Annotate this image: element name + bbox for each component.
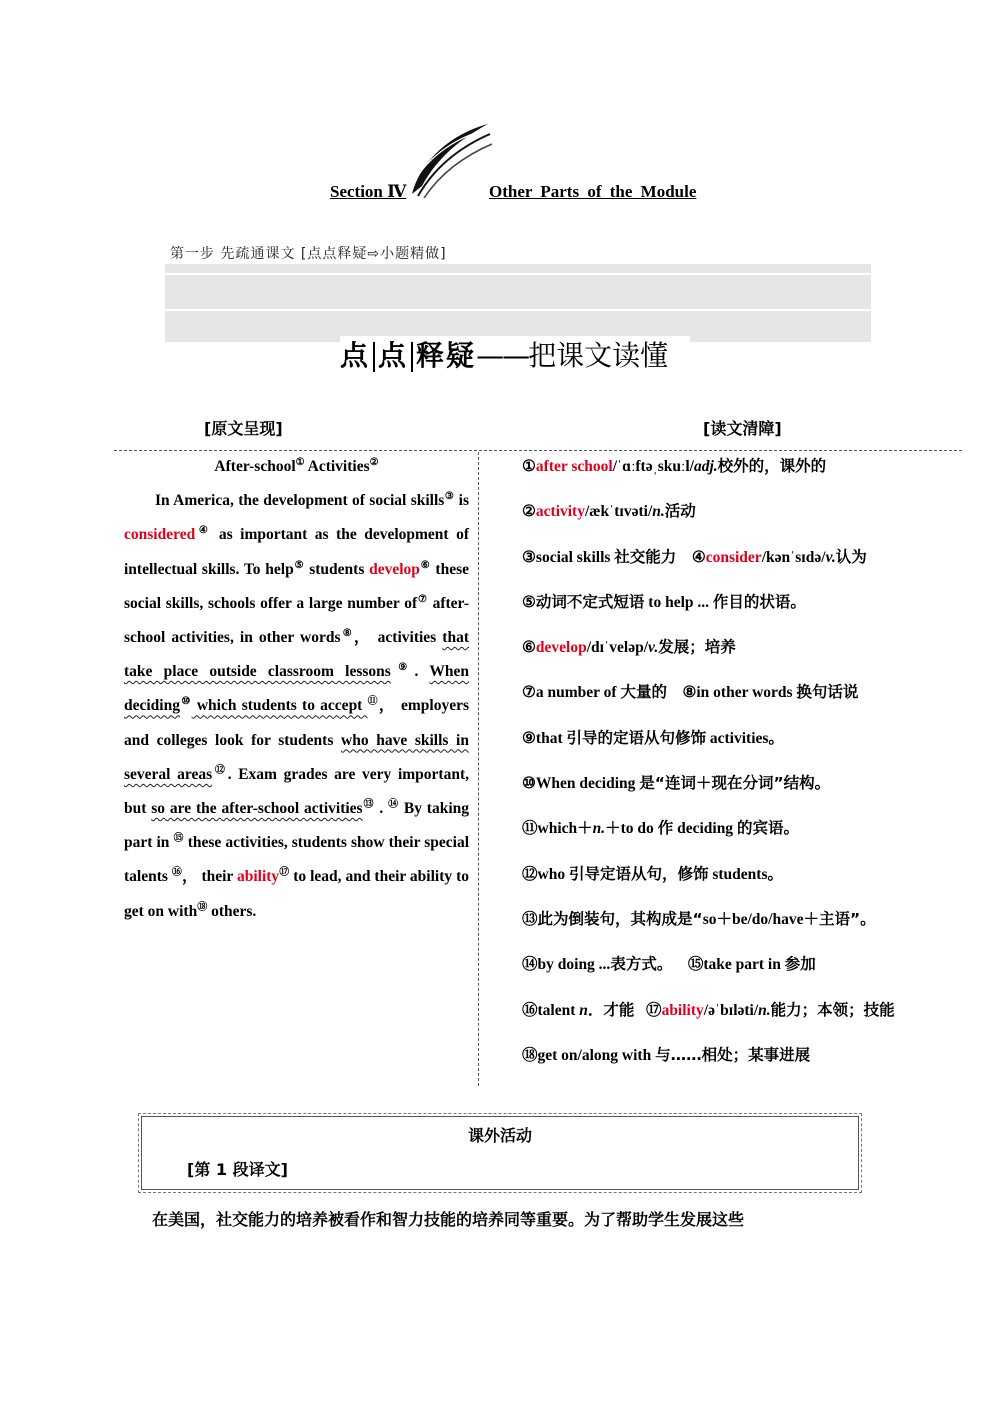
section-label: Section Ⅳ (330, 182, 407, 201)
right-column-heading: [读文清障] (703, 419, 782, 438)
translation-label: [第 1 段译文] (187, 1160, 288, 1179)
note-16-17: ⑯talent n．才能 ⑰ability/əˈbɪləti/n.能力；本领；技能 (522, 1000, 895, 1019)
note-1: ①after school/ˈɑːftəˌskuːl/adj.校外的，课外的 (522, 457, 827, 475)
banner-title (340, 336, 690, 376)
note-11: ⑪which＋n.＋to do 作 deciding 的宾语。 (522, 819, 799, 838)
banner-subtitle: 把课文读懂 (528, 339, 669, 372)
banner-char-2: 点 (378, 339, 409, 372)
translation-title: 课外活动 (467, 1126, 532, 1145)
column-divider-vertical (478, 452, 479, 1086)
page-title: Other Parts of the Module (489, 182, 697, 201)
note-9: ⑨that 引导的定语从句修饰 activities。 (522, 728, 784, 747)
passage-paragraph: In America, the development of social skills③ is considered④ as important as the development of intellectual skills. To help⑤ students develop⑥ these social skills, schools offer a large number of⑦ after-school activities, in other words⑧， activities that take place outside classroom lessons⑨. When deciding⑩ which students to accept ⑪， employers and colleges look for students who have skills in several areas⑫. Exam grades are very important, but so are the after-school activities⑬ . ⑭ By taking part in ⑮ these activities, students show their special talents ⑯， their ability⑰ to lead, and their ability to get on with⑱ others. (124, 491, 470, 920)
banner-char-4: 疑 (446, 339, 477, 372)
note-18: ⑱get on/along with 与……相处；某事进展 (522, 1045, 811, 1064)
note-3-4: ③social skills 社交能力 ④consider/kənˈsɪdə/v.认为 (522, 547, 867, 566)
note-2: ②activity/ækˈtɪvəti/n.活动 (522, 502, 696, 521)
note-7-8: ⑦a number of 大量的 ⑧in other words 换句话说 (522, 683, 859, 702)
notes-list (522, 452, 972, 1086)
translation-text: 在美国，社交能力的培养被看作和智力技能的培养同等重要。为了帮助学生发展这些 (152, 1210, 745, 1229)
note-14-15: ⑭by doing ...表方式。 ⑮take part in 参加 (522, 955, 816, 974)
banner-char-3: 释 (416, 339, 447, 372)
original-passage (124, 450, 469, 929)
banner-char-1: 点 (340, 339, 371, 372)
passage-title: After-school① Activities② (214, 456, 379, 475)
banner-separator (373, 342, 375, 372)
step-heading: 第一步 先疏通课文 [点点释疑⇨小题精做] (170, 246, 447, 262)
banner-dash: —— (476, 339, 529, 372)
header-bar-top (165, 264, 871, 273)
swoosh-logo (410, 122, 494, 198)
note-6: ⑥develop/dɪˈveləp/v.发展；培养 (522, 638, 736, 657)
header-bar-middle (165, 275, 871, 309)
note-12: ⑫who 引导定语从句，修饰 students。 (522, 864, 783, 883)
note-13: ⑬此为倒装句，其构成是“so＋be/do/have＋主语”。 (522, 909, 876, 928)
note-5: ⑤动词不定式短语 to help ... 作目的状语。 (522, 592, 806, 611)
banner-separator (411, 342, 413, 372)
left-column-heading: [原文呈现] (204, 419, 283, 438)
note-10: ⑩When deciding 是“连词＋现在分词”结构。 (522, 774, 831, 793)
translation-box (141, 1116, 859, 1190)
